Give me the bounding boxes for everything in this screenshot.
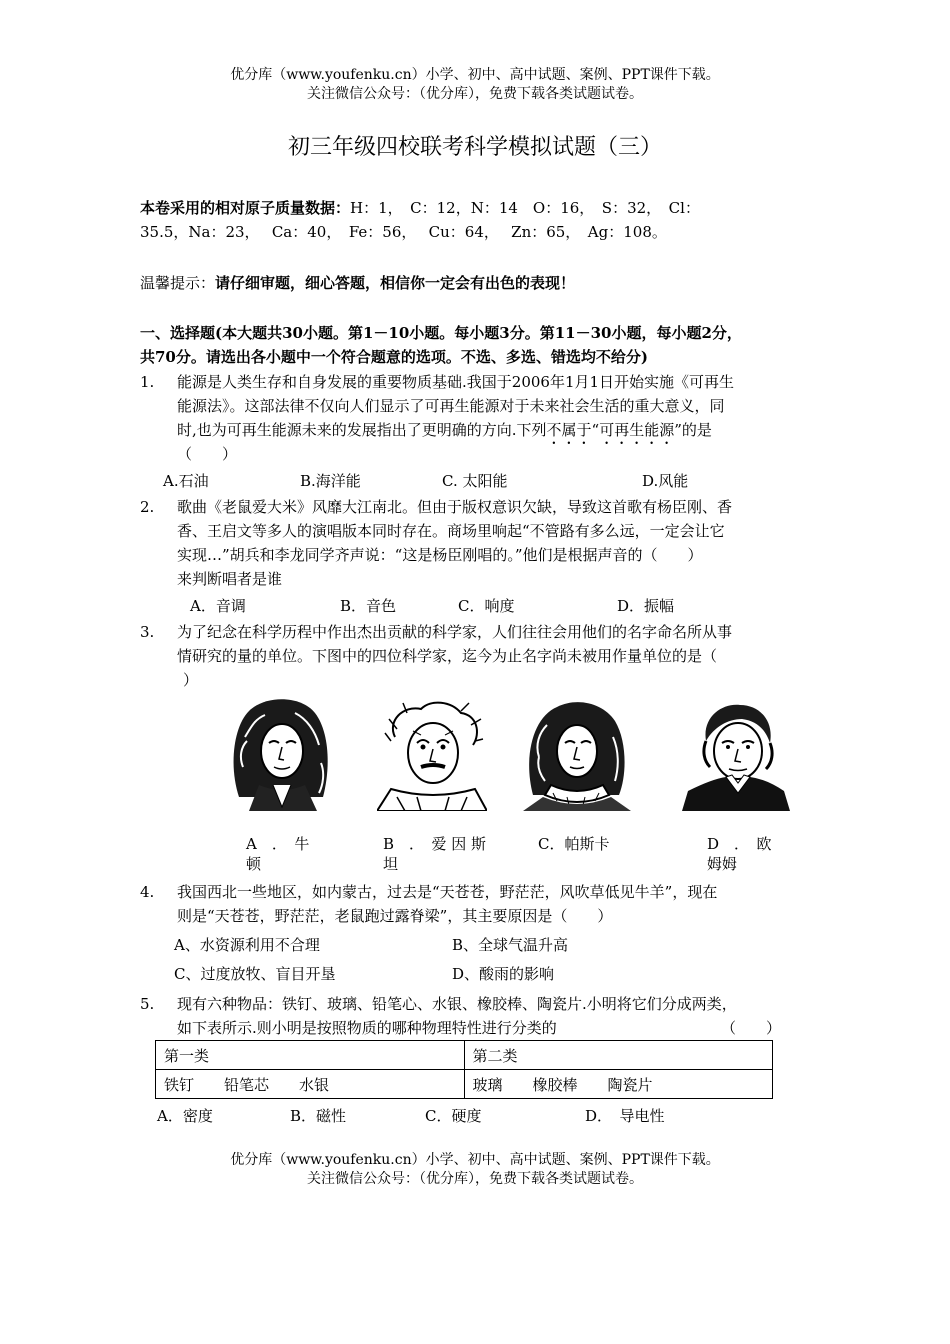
q5-option-a[interactable]: A．密度: [157, 1107, 213, 1125]
q5-option-d[interactable]: D． 导电性: [585, 1107, 665, 1125]
table-header-class-1: 第一类: [156, 1041, 465, 1070]
tip-label: 温馨提示：: [140, 274, 216, 292]
q4-option-a[interactable]: A、水资源利用不合理: [174, 936, 320, 954]
footer-line-2: 关注微信公众号：（优分库），免费下载各类试题试卷。: [307, 1171, 643, 1187]
q2-line-4: 来判断唱者是谁: [177, 570, 283, 588]
q3-caption-a-line-2: 顿: [246, 855, 262, 873]
q1-line-1: 能源是人类生存和自身发展的重要物质基础.我国于2006年1月1日开始实施《可再生: [177, 373, 735, 391]
table-cell-class-1: 铁钉 铅笔芯 水银: [156, 1070, 465, 1099]
q3-caption-a[interactable]: [246, 834, 326, 874]
table-header-class-2: 第二类: [464, 1041, 773, 1070]
q2-option-d[interactable]: D．振幅: [617, 597, 675, 615]
tip: [140, 273, 575, 293]
q2-line-1: 歌曲《老鼠爱大米》风靡大江南北。但由于版权意识欠缺，导致这首歌有杨臣刚、香: [177, 498, 733, 516]
q4-option-b[interactable]: B、全球气温升高: [452, 936, 569, 954]
q3-caption-d-line-2: 姆姆: [707, 855, 738, 873]
q3-caption-b-line-1: B ． 爱 因 斯: [383, 835, 487, 853]
q3-caption-c[interactable]: [538, 834, 638, 854]
classification-table: [155, 1040, 773, 1099]
q1-option-c[interactable]: C. 太阳能: [442, 472, 508, 490]
q5-option-c[interactable]: C．硬度: [425, 1107, 482, 1125]
q1-line-3c: 的是: [681, 421, 712, 439]
q5-option-b[interactable]: B．磁性: [290, 1107, 347, 1125]
q1-option-a[interactable]: A.石油: [163, 472, 209, 490]
q2-line-2: 香、王启文等多人的演唱版本同时存在。商场里响起“不管路有多么远，一定会让它: [177, 522, 725, 540]
q2-option-b[interactable]: B．音色: [340, 597, 397, 615]
q1-option-b[interactable]: B.海洋能: [300, 472, 361, 490]
header-line-2: 关注微信公众号：（优分库），免费下载各类试题试卷。: [307, 86, 643, 102]
q4-option-c[interactable]: C、过度放牧、盲目开垦: [174, 965, 336, 983]
q5-line-1: 现有六种物品：铁钉、玻璃、铅笔心、水银、橡胶棒、陶瓷片.小明将它们分成两类，: [177, 995, 737, 1013]
header-line-1: 优分库（www.youfenku.cn）小学、初中、高中试题、案例、PPT课件下载。: [230, 67, 720, 83]
section-heading-line-2: 共70分。请选出各小题中一个符合题意的选项。不选、多选、错选均不给分): [140, 348, 648, 366]
q3-caption-b-line-2: 坦: [383, 855, 399, 873]
q1-line-2: 能源法》。这部法律不仅向人们显示了可再生能源对于未来社会生活的重大意义，同: [177, 397, 725, 415]
q1-number: 1.: [140, 373, 155, 391]
q1-line-3a: 时,也为可再生能源未来的发展指出了更明确的方向.下列: [177, 421, 547, 439]
q5-line-2: 如下表所示.则小明是按照物质的哪种物理特性进行分类的: [177, 1019, 557, 1037]
q3-line-1: 为了纪念在科学历程中作出杰出贡献的科学家，人们往往会用他们的名字命名所从事: [177, 623, 733, 641]
q2-option-a[interactable]: A．音调: [190, 597, 246, 615]
table-row: [156, 1041, 773, 1070]
q2-number: 2.: [140, 498, 155, 516]
q3-caption-a-line-1: A ． 牛: [246, 835, 310, 853]
newton-portrait-image[interactable]: [225, 697, 337, 811]
footer-line-1: 优分库（www.youfenku.cn）小学、初中、高中试题、案例、PPT课件下载。: [230, 1152, 720, 1168]
q1-emphasis: 不属于“可再生能源”: [546, 421, 682, 439]
q4-line-1: 我国西北一些地区，如内蒙古，过去是“天苍苍，野茫茫，风吹草低见牛羊”，现在: [177, 883, 718, 901]
q2-option-c[interactable]: C．响度: [458, 597, 515, 615]
tip-text: 请仔细审题，细心答题，相信你一定会有出色的表现！: [215, 274, 576, 292]
atomic-mass-line-1: [140, 198, 700, 218]
pascal-portrait-image[interactable]: [523, 697, 631, 811]
atomic-mass-label: 本卷采用的相对原子质量数据：: [140, 199, 351, 217]
q1-paren: （ ）: [177, 445, 238, 463]
einstein-portrait-image[interactable]: [377, 697, 487, 811]
table-cell-class-2: 玻璃 橡胶棒 陶瓷片: [464, 1070, 773, 1099]
q5-number: 5.: [140, 995, 155, 1013]
q3-caption-d[interactable]: [707, 834, 787, 874]
q1-line-3: [177, 420, 712, 448]
q4-option-d[interactable]: D、酸雨的影响: [452, 965, 555, 983]
atomic-mass-line-2: 35.5，Na：23， Ca：40， Fe：56， Cu：64， Zn：65， Ag：108。: [140, 223, 667, 241]
page-title: 初三年级四校联考科学模拟试题（三）: [287, 135, 662, 160]
q3-caption-d-line-1: D ． 欧: [707, 835, 772, 853]
q3-caption-b[interactable]: [383, 834, 493, 874]
q2-line-3: 实现…”胡兵和李龙同学齐声说：“这是杨臣刚唱的。”他们是根据声音的（ ）: [177, 546, 703, 564]
q3-number: 3.: [140, 623, 155, 641]
q4-number: 4.: [140, 883, 155, 901]
q5-paren: （ ）: [721, 1019, 782, 1037]
atomic-mass-values-1: H：1， C：12，N：14 O：16， S：32， Cl：: [350, 199, 700, 217]
q3-caption-c-line-1: C．帕斯卡: [538, 835, 610, 853]
q4-line-2: 则是“天苍苍，野茫茫，老鼠跑过露脊梁”，其主要原因是（ ）: [177, 907, 613, 925]
ohm-portrait-image[interactable]: [682, 697, 790, 811]
table-row: [156, 1070, 773, 1099]
q3-line-3: ）: [183, 671, 199, 689]
section-heading-line-1: 一、选择题(本大题共30小题。第1－10小题。每小题3分。第11－30小题，每小题2分，: [140, 324, 742, 342]
q3-line-2: 情研究的量的单位。下图中的四位科学家，迄今为止名字尚未被用作量单位的是（: [177, 647, 718, 665]
q1-option-d[interactable]: D.风能: [642, 472, 689, 490]
